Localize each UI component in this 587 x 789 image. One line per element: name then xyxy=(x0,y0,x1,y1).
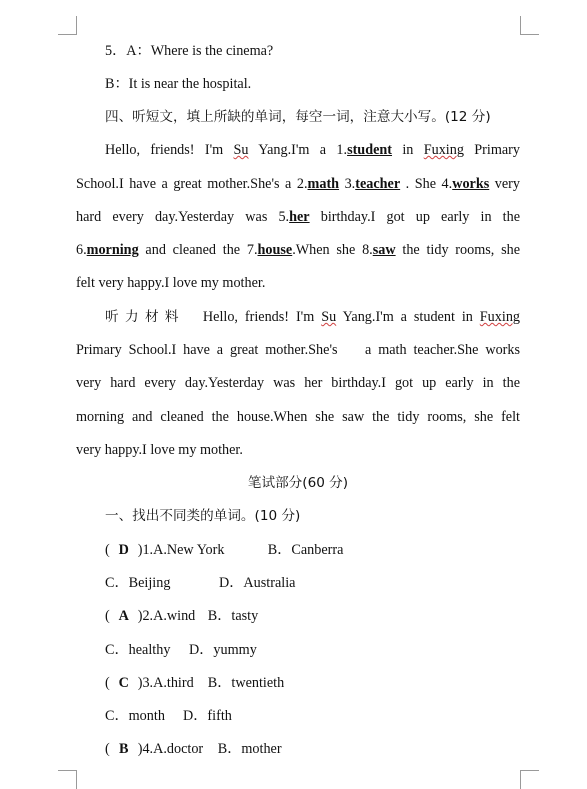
material-label: 听力材料 xyxy=(105,309,185,325)
passage-text: very xyxy=(489,176,521,192)
option-b: B．tasty xyxy=(207,608,259,624)
passage-line-4 xyxy=(76,240,520,260)
section1-heading: 一、找出不同类的单词。(10 分) xyxy=(105,508,301,524)
answer-1: student xyxy=(347,142,393,158)
answer-5: her xyxy=(289,209,310,225)
passage-text: hard every day.Yesterday was 5. xyxy=(76,209,290,225)
passage-text: 6. xyxy=(76,242,87,258)
page-corner-mark-bottom-left xyxy=(58,770,77,789)
passage-line-1 xyxy=(105,140,520,160)
material-name-fuxing: Fuxing xyxy=(479,309,521,325)
option-d: D．Australia xyxy=(219,575,296,591)
option-a: )4.A.doctor xyxy=(137,741,204,757)
answer-8: saw xyxy=(372,242,396,258)
answer-key: C xyxy=(118,675,129,691)
answer-2: math xyxy=(307,176,340,192)
answer-3: teacher xyxy=(355,176,401,192)
option-b: B．mother xyxy=(217,741,282,757)
material-name-su: Su xyxy=(321,309,337,325)
material-line-4: morning and cleaned the house.When she saw the tidy rooms, she felt xyxy=(76,409,520,425)
option-a: )2.A.wind xyxy=(137,608,196,624)
passage-text: Primary xyxy=(463,142,520,158)
material-line-1 xyxy=(105,307,520,327)
material-line-3: very hard every day.Yesterday was her birthday.I got up early in the xyxy=(76,375,520,391)
answer-4: works xyxy=(452,176,490,192)
page-corner-mark-bottom-right xyxy=(520,770,539,789)
question-2-cd xyxy=(105,640,520,660)
passage-name-su: Su xyxy=(233,142,249,158)
passage-text: Yang.I'm a 1. xyxy=(248,142,348,158)
question-1 xyxy=(105,540,520,560)
material-text: Yang.I'm a student in xyxy=(336,309,480,325)
option-a: )1.A.New York xyxy=(137,542,225,558)
option-a: )3.A.third xyxy=(137,675,194,691)
option-b: B．Canberra xyxy=(267,542,344,558)
option-d: D．fifth xyxy=(183,708,232,724)
answer-key: B xyxy=(119,741,129,757)
question-3-cd xyxy=(105,706,520,726)
paren-open: ( xyxy=(105,675,110,691)
answer-7: house xyxy=(257,242,293,258)
answer-6: morning xyxy=(86,242,139,258)
question-2 xyxy=(105,606,520,626)
paren-open: ( xyxy=(105,608,110,624)
passage-text: birthday.I got up early in the xyxy=(309,209,520,225)
page-corner-mark-top-right xyxy=(520,16,539,35)
passage-line-5: felt very happy.I love my mother. xyxy=(76,275,266,291)
q5-answer: B：It is near the hospital. xyxy=(105,76,252,92)
section4-heading: 四、听短文，填上所缺的单词，每空一词，注意大小写。(12 分) xyxy=(105,109,491,125)
question-4 xyxy=(105,739,520,759)
option-c: C．Beijing xyxy=(105,575,171,591)
option-d: D．yummy xyxy=(189,642,257,658)
passage-text: in xyxy=(392,142,424,158)
passage-text: .When she 8. xyxy=(292,242,373,258)
question-3 xyxy=(105,673,520,693)
passage-line-3 xyxy=(76,207,520,227)
written-part-heading: 笔试部分(60 分) xyxy=(247,475,349,491)
answer-key: A xyxy=(118,608,129,624)
passage-line-2 xyxy=(76,174,520,194)
passage-text: the tidy rooms, she xyxy=(395,242,520,258)
option-b: B．twentieth xyxy=(207,675,285,691)
material-line-5: very happy.I love my mother. xyxy=(76,442,243,458)
passage-text: and cleaned the 7. xyxy=(138,242,258,258)
passage-text: . She 4. xyxy=(400,176,453,192)
option-c: C．healthy xyxy=(105,642,171,658)
passage-text: School.I have a great mother.She's a 2. xyxy=(76,176,308,192)
passage-name-fuxing: Fuxing xyxy=(423,142,464,158)
q5-question: 5．A：Where is the cinema? xyxy=(105,43,274,59)
paren-open: ( xyxy=(105,542,110,558)
option-c: C．month xyxy=(105,708,165,724)
passage-text: Hello, friends! I'm xyxy=(105,142,234,158)
material-text: Hello, friends! I'm xyxy=(202,309,322,325)
page-corner-mark-top-left xyxy=(58,16,77,35)
passage-text: 3. xyxy=(339,176,356,192)
answer-key: D xyxy=(118,542,129,558)
material-line-2: Primary School.I have a great mother.She's a math teacher.She works xyxy=(76,342,520,358)
question-1-cd xyxy=(105,573,520,593)
paren-open: ( xyxy=(105,741,110,757)
